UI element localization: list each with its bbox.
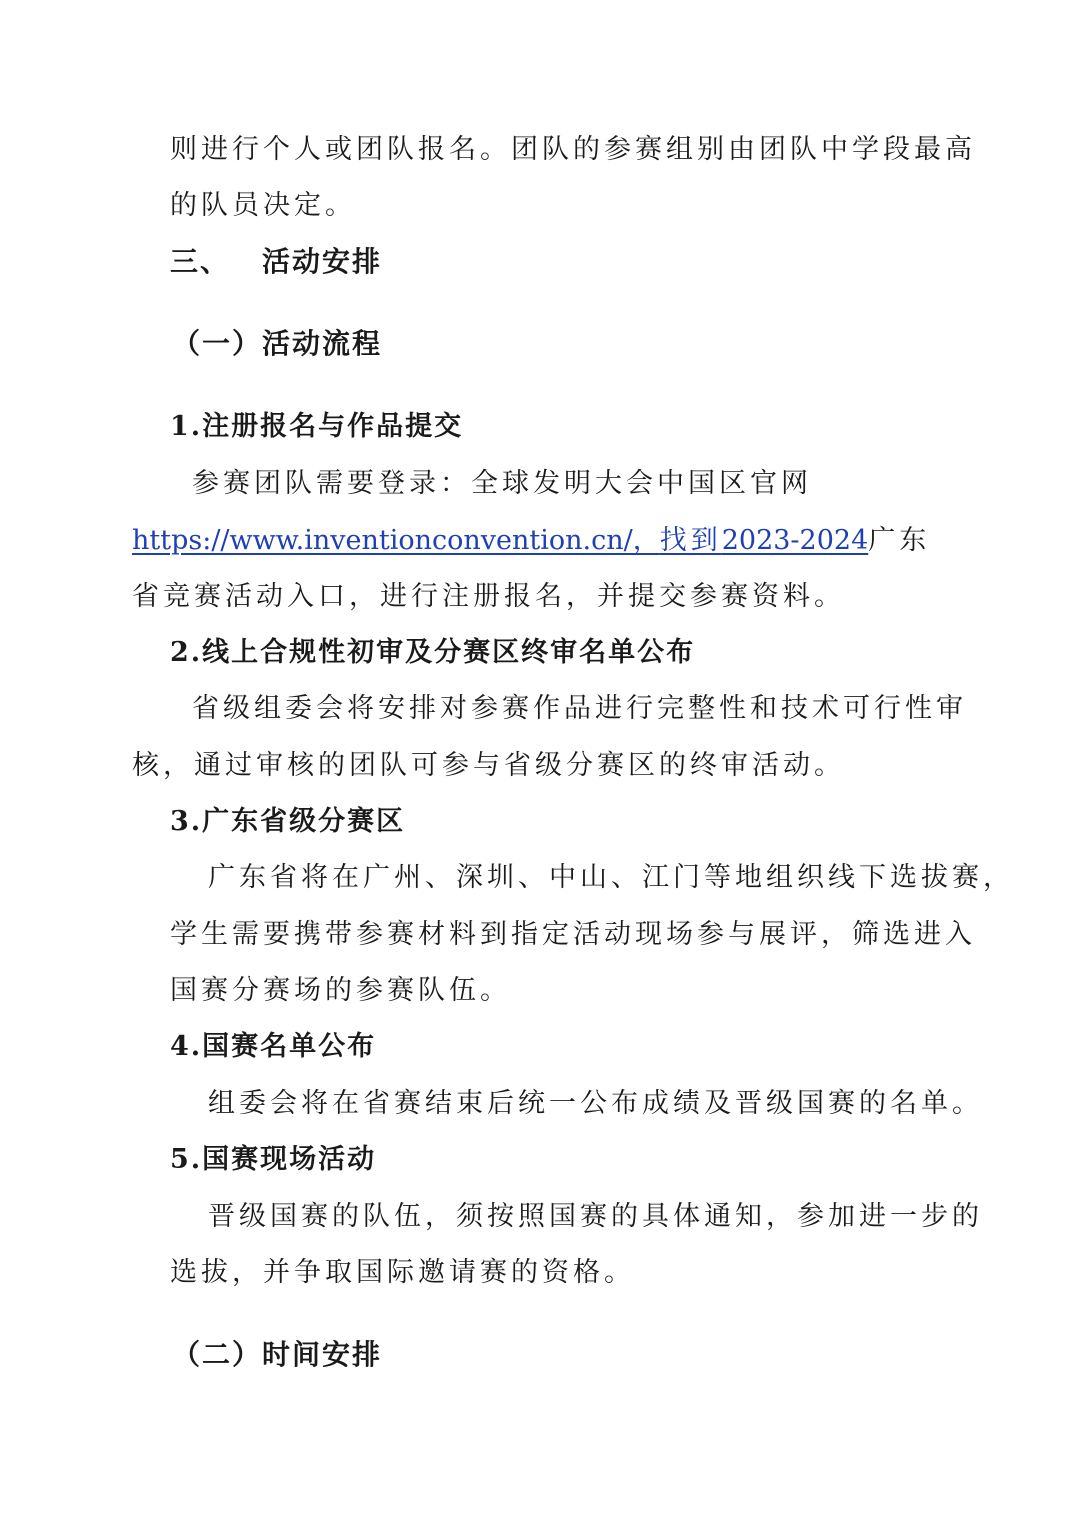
step-2-title: 2.线上合规性初审及分赛区终审名单公布 [170, 637, 696, 668]
intro-line-1: 则进行个人或团队报名。团队的参赛组别由团队中学段最高 [170, 134, 976, 165]
step-1-line-3: 省竞赛活动入口，进行注册报名，并提交参赛资料。 [132, 581, 845, 612]
intro-line-2: 的队员决定。 [170, 190, 356, 221]
subsection-title-schedule: （二）时间安排 [172, 1338, 383, 1371]
section-number: 三、 [170, 245, 231, 278]
step-5-title: 5.国赛现场活动 [170, 1144, 377, 1175]
registration-link[interactable] [132, 525, 868, 556]
step-2-line-2: 核，通过审核的团队可参与省级分赛区的终审活动。 [132, 750, 845, 781]
step-1-line-1: 参赛团队需要登录：全球发明大会中国区官网 [192, 468, 812, 499]
step-4-title: 4.国赛名单公布 [170, 1031, 377, 1062]
step-2-line-1: 省级组委会将安排对参赛作品进行完整性和技术可行性审 [192, 693, 967, 724]
step-3-line-3: 国赛分赛场的参赛队伍。 [170, 975, 511, 1006]
step-5-line-2: 选拔，并争取国际邀请赛的资格。 [170, 1257, 635, 1288]
step-3-title: 3.广东省级分赛区 [170, 806, 406, 837]
step-4-line-1: 组委会将在省赛结束后统一公布成绩及晋级国赛的名单。 [208, 1088, 983, 1119]
step-3-line-1: 广东省将在广州、深圳、中山、江门等地组织线下选拔赛， [208, 862, 1014, 893]
registration-link-text: 找到 [659, 525, 722, 556]
step-1-after-link: 广东 [868, 525, 931, 556]
step-3-line-2: 学生需要携带参赛材料到指定活动现场参与展评，筛选进入 [170, 919, 976, 950]
step-1-link-line [132, 527, 930, 554]
registration-url: https://www.inventionconvention.cn/， [132, 525, 660, 556]
step-1-title: 1.注册报名与作品提交 [170, 411, 464, 442]
subsection-title-process: （一）活动流程 [172, 327, 383, 360]
step-5-line-1: 晋级国赛的队伍，须按照国赛的具体通知，参加进一步的 [208, 1201, 983, 1232]
registration-link-year: 2023-2024 [721, 525, 869, 556]
section-title: 活动安排 [262, 245, 383, 278]
